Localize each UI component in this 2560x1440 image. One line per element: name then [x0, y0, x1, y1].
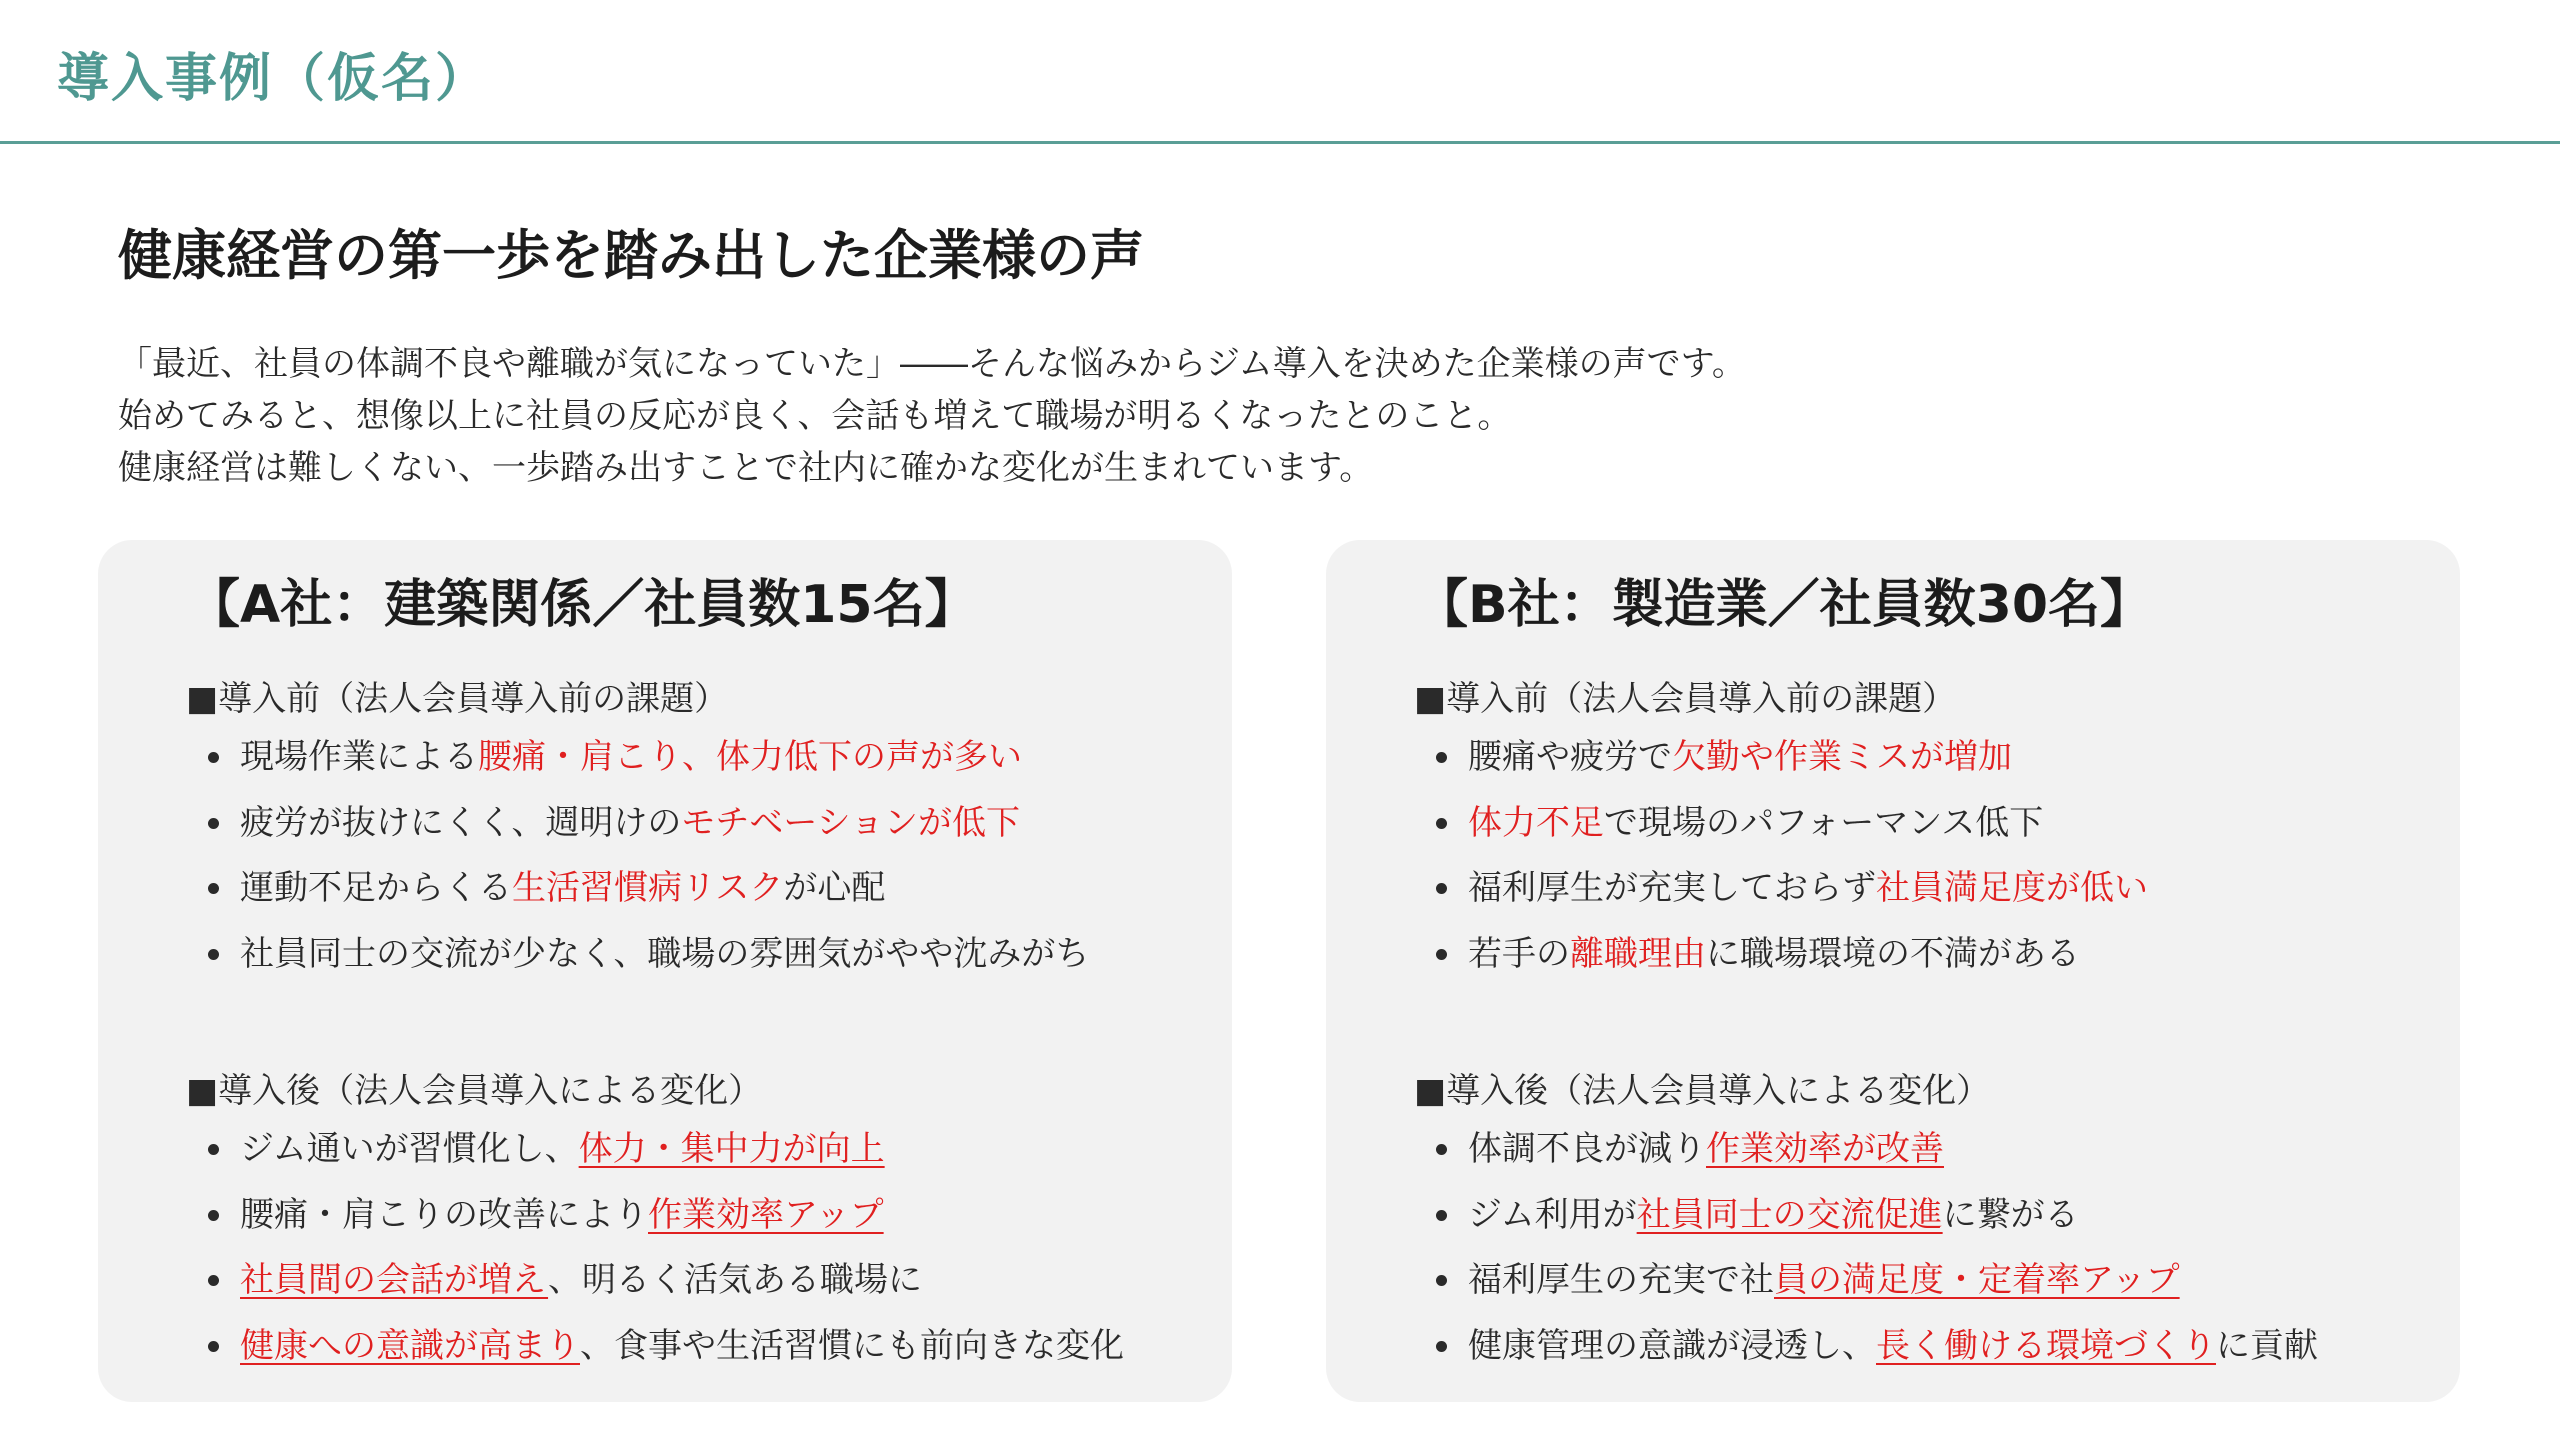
list-item	[206, 1260, 1124, 1326]
item-text: 社員同士の交流が少なく、職場の雰囲気がやや沈みがち	[240, 933, 1090, 974]
highlight-text: 欠勤や作業ミスが増加	[1672, 737, 2012, 777]
highlight-text: 体力不足	[1468, 802, 1604, 843]
bullet-dot-icon	[1436, 1341, 1447, 1352]
list-item	[206, 803, 1089, 869]
highlight-text: 生活習慣病リスク	[512, 868, 784, 908]
item-text: 福利厚生の充実で社	[1468, 1260, 1774, 1300]
list-item	[1434, 1195, 2318, 1261]
highlight-text: 腰痛・肩こり、体力低下の声が多い	[478, 737, 1022, 777]
highlight-text: 体力・集中力が向上	[578, 1129, 885, 1169]
page-title: 導入事例（仮名）	[57, 49, 490, 109]
highlight-text: 作業効率アップ	[648, 1194, 884, 1235]
highlight-text: 社員間の会話が増え	[240, 1260, 549, 1300]
card-title: 【B社：製造業／社員数30名】	[1416, 575, 2152, 635]
list-item	[1434, 737, 2148, 803]
item-text: 体調不良が減り	[1468, 1129, 1706, 1169]
item-text: 、食事や生活習慣にも前向きな変化	[580, 1325, 1124, 1366]
before-list	[1434, 737, 2148, 999]
highlight-text: モチベーションが低下	[681, 802, 1020, 843]
highlight-text: 員の満足度・定着率アップ	[1774, 1260, 2180, 1300]
list-item	[206, 737, 1089, 803]
case-card-a	[98, 540, 1232, 1402]
bullet-dot-icon	[1436, 752, 1447, 763]
intro-line: 「最近、社員の体調不良や離職が気になっていた」――そんな悩みからジム導入を決めた企業様の声です。	[118, 344, 1746, 384]
item-text: が心配	[783, 868, 886, 908]
item-text: 腰痛や疲労で	[1468, 737, 1672, 777]
list-item	[1434, 1260, 2318, 1326]
card-title: 【A社：建築関係／社員数15名】	[188, 575, 977, 635]
item-text: 現場作業による	[240, 737, 478, 777]
bullet-dot-icon	[208, 818, 219, 829]
after-heading: ■導入後（法人会員導入による変化）	[186, 1071, 763, 1111]
bullet-dot-icon	[208, 949, 219, 960]
list-item	[1434, 1129, 2318, 1195]
list-item	[1434, 934, 2148, 1000]
before-list	[206, 737, 1089, 999]
bullet-dot-icon	[1436, 949, 1447, 960]
item-text: ジム通いが習慣化し、	[240, 1129, 579, 1169]
item-text: 福利厚生が充実しておらず	[1468, 868, 1876, 908]
highlight-text: 長く働ける環境づくり	[1876, 1325, 2216, 1366]
bullet-dot-icon	[208, 1144, 219, 1155]
list-item	[1434, 1326, 2318, 1392]
intro-text	[118, 338, 1746, 494]
section-title: 健康経営の第一歩を踏み出した企業様の声	[118, 224, 1144, 287]
bullet-dot-icon	[1436, 1144, 1447, 1155]
bullet-dot-icon	[1436, 1210, 1447, 1221]
before-heading: ■導入前（法人会員導入前の課題）	[186, 679, 729, 719]
item-text: 腰痛・肩こりの改善により	[240, 1194, 648, 1235]
item-text: に職場環境の不満がある	[1706, 933, 2080, 974]
bullet-dot-icon	[208, 1275, 219, 1286]
intro-line: 健康経営は難しくない、一歩踏み出すことで社内に確かな変化が生まれています。	[118, 448, 1374, 488]
list-item	[1434, 803, 2148, 869]
bullet-dot-icon	[1436, 1275, 1447, 1286]
list-item	[206, 1129, 1124, 1195]
after-list	[1434, 1129, 2318, 1391]
item-text: で現場のパフォーマンス低下	[1604, 802, 2044, 843]
bullet-dot-icon	[208, 1210, 219, 1221]
item-text: 健康管理の意識が浸透し、	[1468, 1325, 1876, 1366]
item-text: 若手の	[1468, 933, 1570, 974]
list-item	[1434, 868, 2148, 934]
header-bar	[0, 0, 2560, 144]
list-item	[206, 1195, 1124, 1261]
highlight-text: 作業効率が改善	[1706, 1129, 1944, 1169]
highlight-text: 社員満足度が低い	[1876, 868, 2148, 908]
item-text: ジム利用が	[1468, 1194, 1637, 1235]
highlight-text: 社員同士の交流促進	[1636, 1194, 1943, 1235]
case-card-b	[1326, 540, 2460, 1402]
bullet-dot-icon	[208, 1341, 219, 1352]
bullet-dot-icon	[208, 752, 219, 763]
after-list	[206, 1129, 1124, 1391]
before-heading: ■導入前（法人会員導入前の課題）	[1414, 679, 1957, 719]
after-heading: ■導入後（法人会員導入による変化）	[1414, 1071, 1991, 1111]
item-text: 、明るく活気ある職場に	[548, 1260, 923, 1300]
item-text: に貢献	[2216, 1325, 2318, 1366]
item-text: 運動不足からくる	[240, 868, 512, 908]
list-item	[206, 868, 1089, 934]
highlight-text: 離職理由	[1570, 933, 1706, 974]
bullet-dot-icon	[1436, 818, 1447, 829]
list-item	[206, 934, 1089, 1000]
bullet-dot-icon	[208, 883, 219, 894]
intro-line: 始めてみると、想像以上に社員の反応が良く、会話も増えて職場が明るくなったとのこと。	[118, 396, 1512, 436]
item-text: に繋がる	[1942, 1194, 2079, 1235]
bullet-dot-icon	[1436, 883, 1447, 894]
list-item	[206, 1326, 1124, 1392]
highlight-text: 健康への意識が高まり	[240, 1325, 580, 1366]
item-text: 疲労が抜けにくく、週明けの	[240, 802, 682, 843]
